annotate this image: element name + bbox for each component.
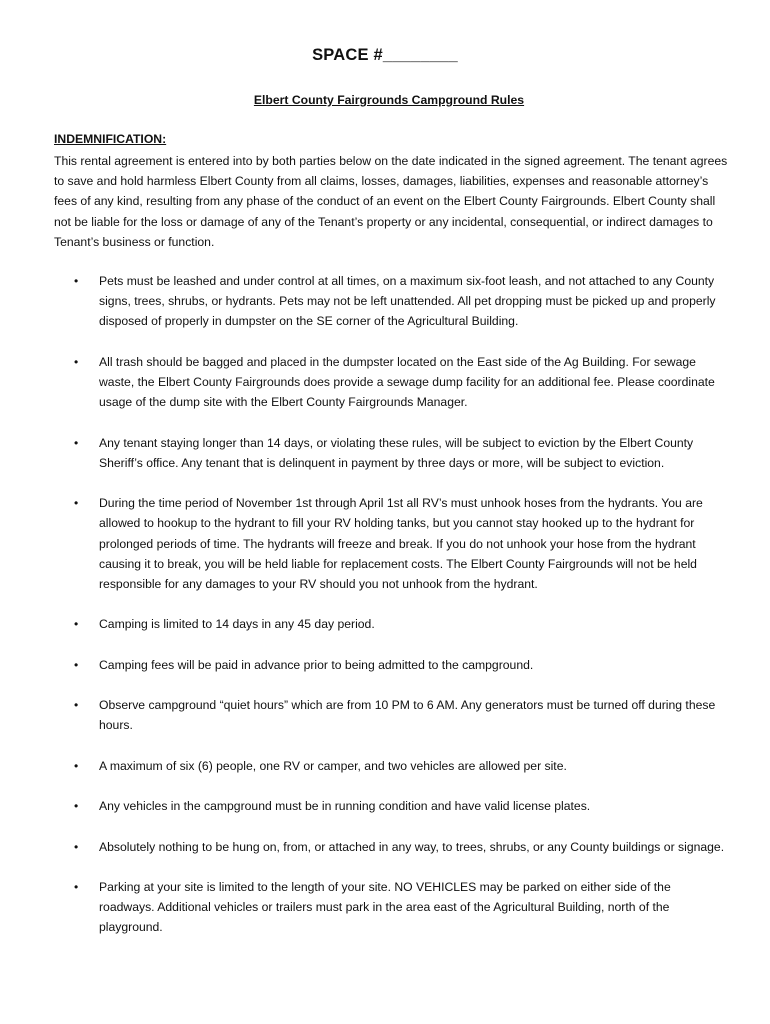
rule-text: Camping fees will be paid in advance prior to being admitted to the campground. — [99, 657, 534, 672]
rule-item-occupancy — [0, 756, 729, 776]
indemnification-heading: INDEMNIFICATION: — [54, 132, 167, 146]
bullet-icon: • — [74, 698, 79, 713]
rule-text: Any tenant staying longer than 14 days, or violating these rules, will be subject to eviction by the Elbert County Sheriff’s office. Any tenant that is delinquent in payment by three days or more, will be subject to eviction. — [99, 435, 694, 470]
bullet-icon: • — [74, 879, 79, 894]
rule-item-pets — [0, 271, 729, 332]
rule-item-eviction — [0, 433, 729, 473]
bullet-icon: • — [74, 758, 79, 773]
bullet-icon: • — [74, 354, 79, 369]
document-title: Elbert County Fairgrounds Campground Rules — [253, 93, 525, 107]
space-number-label: SPACE #________ — [312, 46, 458, 64]
rules-list — [0, 271, 770, 958]
bullet-icon: • — [74, 657, 79, 672]
rule-text: A maximum of six (6) people, one RV or camper, and two vehicles are allowed per site. — [99, 758, 567, 773]
rule-text: Pets must be leashed and under control at all times, on a maximum six-foot leash, and not attached to any County signs, trees, shrubs, or hydrants. Pets may not be left unattended. All pet dropping must be picked up and properly disposed of properly in dumpster on the SE corner of the Agricultural Building. — [99, 274, 716, 329]
rule-item-camping-fees — [0, 655, 729, 675]
rule-text: Absolutely nothing to be hung on, from, or attached in any way, to trees, shrubs, or any County buildings or signage. — [99, 839, 725, 854]
bullet-icon: • — [74, 496, 79, 511]
rule-item-camping-limit — [0, 614, 729, 634]
rule-item-vehicles — [0, 796, 729, 816]
rule-item-trash — [0, 352, 729, 413]
rule-text: All trash should be bagged and placed in the dumpster located on the East side of the Ag Building. For sewage waste, the Elbert County Fairgrounds does provide a sewage dump facility for an additional fee. Please coordinate usage of the dump site with the Elbert County Fairgrounds Manager. — [99, 354, 715, 410]
rule-text: Parking at your site is limited to the length of your site. NO VEHICLES may be parked on either side of the roadways. Additional vehicles or trailers must park in the area east of the Agricultural Building, north of the playground. — [99, 879, 671, 935]
rule-text: Any vehicles in the campground must be in running condition and have valid license plates. — [99, 799, 591, 814]
bullet-icon: • — [74, 274, 79, 288]
rule-text: Camping is limited to 14 days in any 45 day period. — [99, 617, 375, 632]
bullet-icon: • — [74, 839, 79, 854]
rule-item-parking — [0, 877, 729, 938]
rule-item-attachments — [0, 837, 729, 857]
rule-item-quiet-hours — [0, 695, 729, 735]
rule-text: During the time period of November 1st through April 1st all RV’s must unhook hoses from the hydrants. You are allowed to hookup to the hydrant to fill your RV holding tanks, but you cannot stay hooked up to the hydrant for prolonged periods of time. The hydrants will freeze and break. If you do not unhook your hose from the hydrant causing it to break, you will be held liable for replacement costs. The Elbert County Fairgrounds will not be held responsible for any damages to your RV should you not unhook from the hydrant. — [99, 496, 703, 591]
bullet-icon: • — [74, 435, 79, 450]
bullet-icon: • — [74, 799, 79, 814]
rule-text: Observe campground “quiet hours” which are from 10 PM to 6 AM. Any generators must be turned off during these hours. — [99, 698, 716, 733]
indemnification-paragraph: This rental agreement is entered into by both parties below on the date indicated in the signed agreement. The tenant agrees to save and hold harmless Elbert County from all claims, losses, damages, liabilities, expenses and reasonable attorney’s fees of any kind, resulting from any phase of the conduct of an event on the Elbert County Fairgrounds. Elbert County shall not be liable for the loss or damage of any of the Tenant’s property or any incidental, consequential, or indirect damages to Tenant’s business or function. — [54, 154, 728, 249]
bullet-icon: • — [74, 617, 79, 632]
rule-item-hydrants — [0, 493, 729, 594]
